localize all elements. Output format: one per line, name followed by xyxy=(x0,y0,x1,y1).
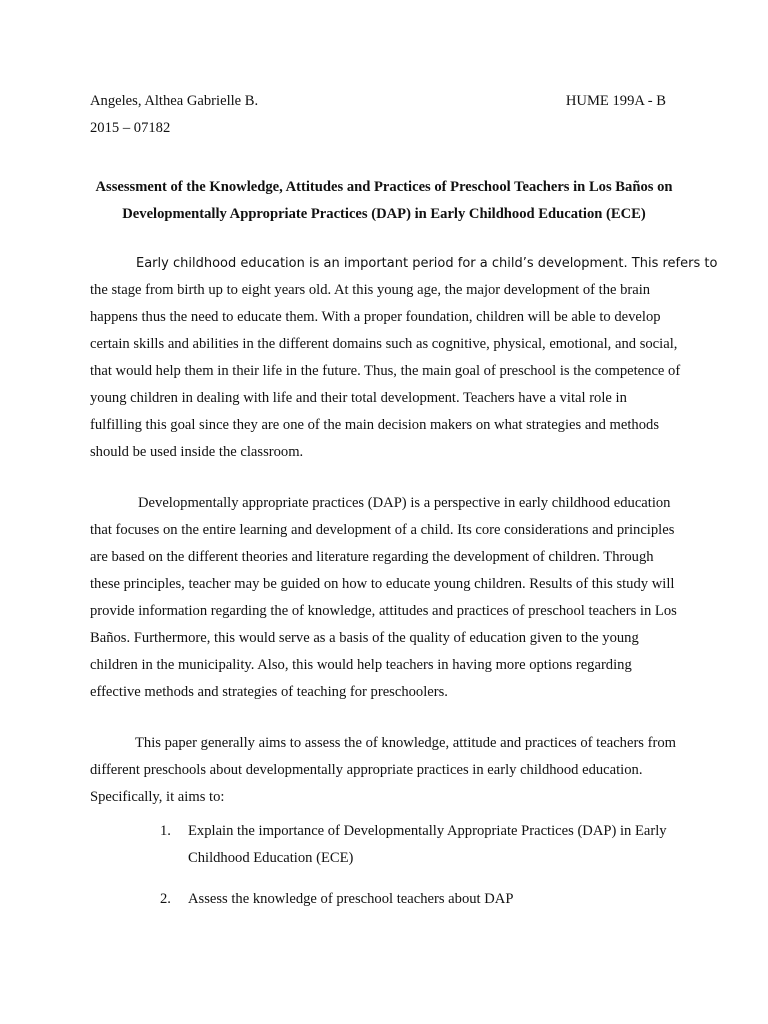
paper-title: Assessment of the Knowledge, Attitudes and Practices of Preschool Teachers in Los Baños on Developmentally Appropriate Practices (DAP) in Early Childhood Education (ECE) xyxy=(95,179,673,222)
paragraph-introduction xyxy=(90,250,718,466)
document-header xyxy=(90,93,678,113)
aims-list-item xyxy=(160,886,680,913)
paragraph-aims: This paper generally aims to assess the of knowledge, attitude and practices of teachers from different preschools about developmentally appropriate practices in early childhood education. Specifically, it aims to: xyxy=(90,735,676,805)
student-id: 2015 – 07182 xyxy=(90,120,171,136)
list-number: 1. xyxy=(160,823,171,839)
paragraph-first-line: Early childhood education is an important period for a child’s development. This refers to xyxy=(136,256,718,271)
paragraph-body: the stage from birth up to eight years old. At this young age, the major development of the brain happens thus the need to educate them. With a proper foundation, children will be able to develop certain skills and abilities in the different domains such as cognitive, physical, emotional, and social, that would help them in their life in the future. Thus, the main goal of preschool is the competence of young children in dealing with life and their total development. Teachers have a vital role in fulfilling this goal since they are one of the main decision makers on what strategies and methods should be used inside the classroom. xyxy=(90,282,681,460)
course-code: HUME 199A - B xyxy=(565,93,666,109)
list-item-text: Explain the importance of Developmentally Appropriate Practices (DAP) in Early Childhood Education (ECE) xyxy=(188,823,667,866)
list-item-text: Assess the knowledge of preschool teachers about DAP xyxy=(188,891,514,907)
aims-list-item xyxy=(160,818,680,872)
paragraph-dap: Developmentally appropriate practices (DAP) is a perspective in early childhood education that focuses on the entire learning and development of a child. Its core considerations and principles are based on the different theories and literature regarding the development of children. Through these principles, teacher may be guided on how to educate young children. Results of this study will provide information regarding the of knowledge, attitudes and practices of preschool teachers in Los Baños. Furthermore, this would serve as a basis of the quality of education given to the young children in the municipality. Also, this would help teachers in having more options regarding effective methods and strategies of teaching for preschoolers. xyxy=(90,495,677,700)
author-name: Angeles, Althea Gabrielle B. xyxy=(90,93,259,109)
list-number: 2. xyxy=(160,891,171,907)
